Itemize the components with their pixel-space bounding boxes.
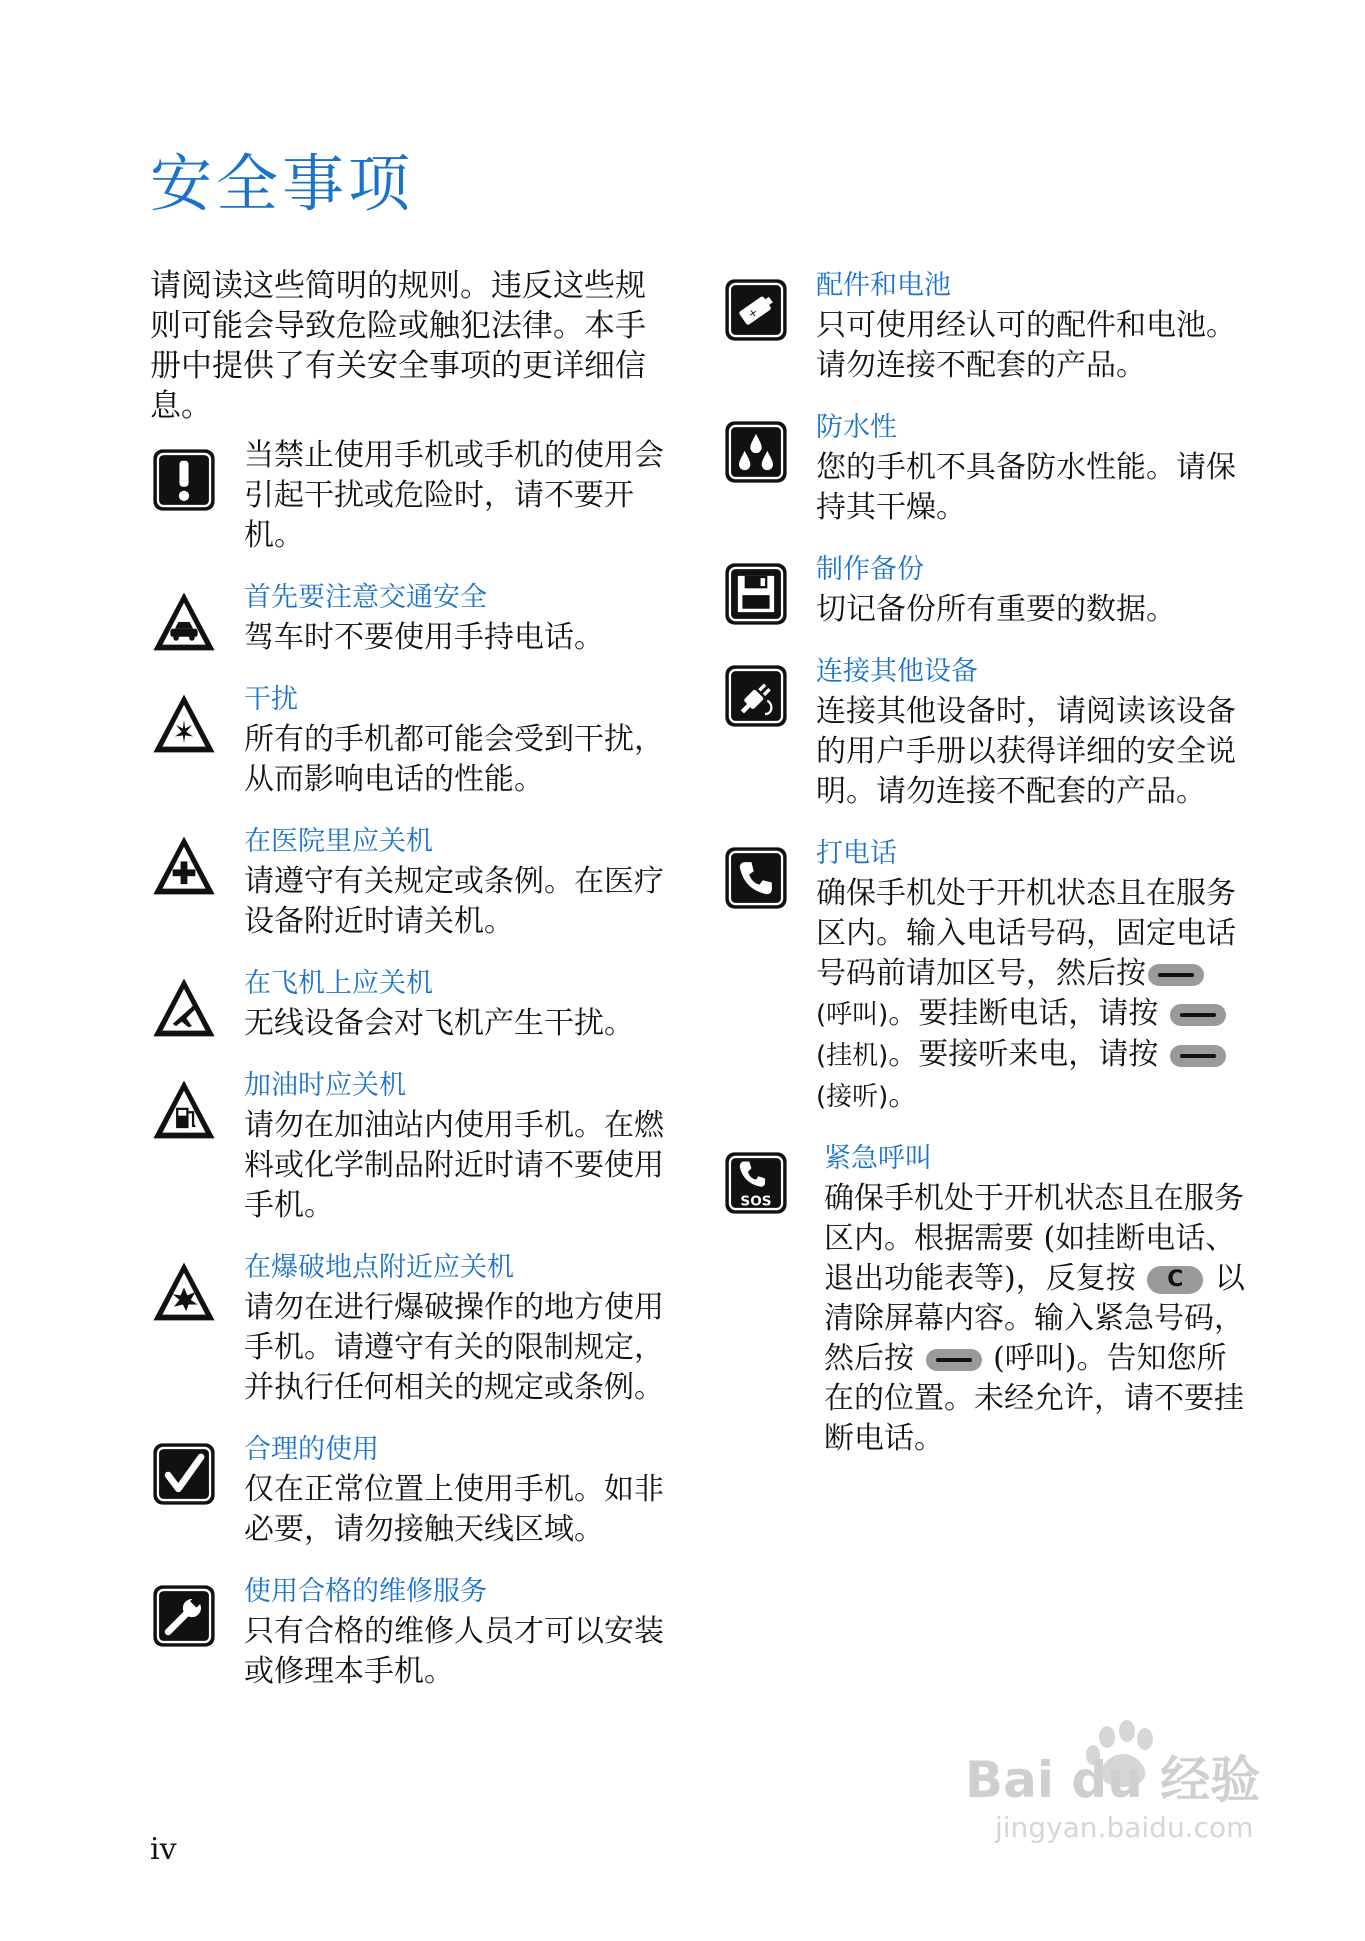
safety-item-text: 您的手机不具备防水性能。请保持其干燥。 (816, 450, 1236, 525)
call-text-part: 。要挂断电话，请按 (888, 996, 1159, 1031)
call-text-part: 。 (888, 1078, 919, 1113)
right-column (722, 266, 1247, 1459)
battery-icon (722, 276, 790, 344)
safety-item-backup (722, 550, 1247, 630)
safety-item-refuelling (150, 1066, 675, 1226)
checkmark-icon (150, 1440, 218, 1508)
call-text-part: 。要接听来电，请按 (888, 1037, 1159, 1072)
safety-item-text: 当禁止使用手机或手机的使用会引起干扰或危险时，请不要开机。 (244, 438, 664, 553)
fuel-pump-icon (150, 1076, 218, 1144)
safety-item-emergency (722, 1139, 1247, 1459)
safety-item-switch-on (150, 436, 675, 556)
sos-text-part: 确保手机处于开机状态且在服务区内。根据需要 (如挂断电话、退出功能表等)，反复按 (824, 1181, 1244, 1296)
intro-paragraph: 请阅读这些简明的规则。违反这些规则可能会导致危险或触犯法律。本手册中提供了有关安全事项的更详细信息。 (150, 268, 646, 424)
answer-key-icon (1170, 1045, 1226, 1067)
safety-item-title: 使用合格的维修服务 (244, 1576, 487, 1607)
safety-item-text: 只有合格的维修人员才可以安装或修理本手机。 (244, 1614, 664, 1689)
safety-item-text (824, 1179, 1247, 1459)
safety-item-title: 在飞机上应关机 (244, 968, 433, 999)
safety-item-text: 请勿在进行爆破操作的地方使用手机。请遵守有关的限制规定，并执行任何相关的规定或条例。 (244, 1290, 664, 1405)
safety-item-service (150, 1572, 675, 1692)
safety-item-title: 紧急呼叫 (824, 1143, 932, 1174)
water-drops-icon (722, 418, 790, 486)
safety-item-title: 在医院里应关机 (244, 826, 433, 857)
page-number: iv (150, 1832, 177, 1867)
call-text-part: 确保手机处于开机状态且在服务区内。输入电话号码，固定电话号码前请加区号，然后按 (816, 876, 1236, 991)
sos-label: SOS (740, 1193, 772, 1210)
left-column (150, 266, 675, 1692)
safety-item-interference (150, 680, 675, 800)
hospital-cross-icon (150, 832, 218, 900)
safety-item-text: 驾车时不要使用手持电话。 (244, 620, 604, 655)
safety-item-title: 配件和电池 (816, 270, 951, 301)
safety-item-text: 请遵守有关规定或条例。在医疗设备附近时请关机。 (244, 864, 664, 939)
safety-item-accessories (722, 266, 1247, 386)
end-label: (挂机) (816, 1041, 889, 1071)
safety-item-title: 首先要注意交通安全 (244, 582, 487, 613)
safety-item-text: 无线设备会对飞机产生干扰。 (244, 1006, 634, 1041)
safety-item-text: 连接其他设备时，请阅读该设备的用户手册以获得详细的安全说明。请勿连接不配套的产品。 (816, 694, 1236, 809)
wrench-icon (150, 1582, 218, 1650)
phone-handset-icon (722, 844, 790, 912)
safety-item-calling (722, 834, 1247, 1117)
safety-item-title: 合理的使用 (244, 1434, 379, 1465)
safety-item-text: 请勿在加油站内使用手机。在燃料或化学制品附近时请不要使用手机。 (244, 1108, 664, 1223)
car-icon (150, 588, 218, 656)
safety-item-text: 仅在正常位置上使用手机。如非必要，请勿接触天线区域。 (244, 1472, 664, 1547)
sos-text-part: 以清除屏幕内容。输入紧急号码，然后按 (824, 1261, 1245, 1376)
call-label: (呼叫) (816, 1000, 889, 1030)
safety-item-title: 制作备份 (816, 554, 924, 585)
c-key-icon: C (1147, 1266, 1203, 1294)
safety-item-hospital (150, 822, 675, 942)
safety-item-title: 打电话 (816, 838, 897, 869)
safety-item-water-resistance (722, 408, 1247, 528)
exclamation-icon (150, 446, 218, 514)
sos-phone-icon (722, 1149, 790, 1217)
safety-item-title: 连接其他设备 (816, 656, 978, 687)
safety-item-title: 干扰 (244, 684, 298, 715)
safety-item-traffic (150, 578, 675, 658)
interference-icon (150, 690, 218, 758)
sos-text-part: (呼叫)。告知您所在的位置。未经允许，请不要挂断电话。 (824, 1341, 1244, 1456)
safety-item-blasting (150, 1248, 675, 1408)
svg-text:+: + (744, 304, 761, 322)
safety-item-sensible-use (150, 1430, 675, 1550)
connector-icon (722, 662, 790, 730)
call-key-icon (926, 1349, 982, 1371)
explosion-icon (150, 1258, 218, 1326)
safety-item-title: 在爆破地点附近应关机 (244, 1252, 514, 1283)
answer-label: (接听) (816, 1082, 889, 1112)
watermark-brand: Bai du 经验 (965, 1751, 1261, 1809)
safety-item-text (816, 874, 1247, 1117)
safety-item-title: 防水性 (816, 412, 897, 443)
end-key-icon (1170, 1004, 1226, 1026)
safety-item-text: 切记备份所有重要的数据。 (816, 592, 1176, 627)
safety-item-aircraft (150, 964, 675, 1044)
safety-item-title: 加油时应关机 (244, 1070, 406, 1101)
safety-item-text: 所有的手机都可能会受到干扰，从而影响电话的性能。 (244, 722, 664, 797)
safety-item-text: 只可使用经认可的配件和电池。请勿连接不配套的产品。 (816, 308, 1236, 383)
airplane-icon (150, 974, 218, 1042)
floppy-disk-icon (722, 560, 790, 628)
watermark-url: jingyan.baidu.com (995, 1811, 1254, 1844)
call-key-icon (1148, 964, 1204, 986)
page-title: 安全事项 (150, 147, 415, 220)
safety-item-connecting (722, 652, 1247, 812)
baidu-watermark-logo (955, 1715, 1295, 1855)
